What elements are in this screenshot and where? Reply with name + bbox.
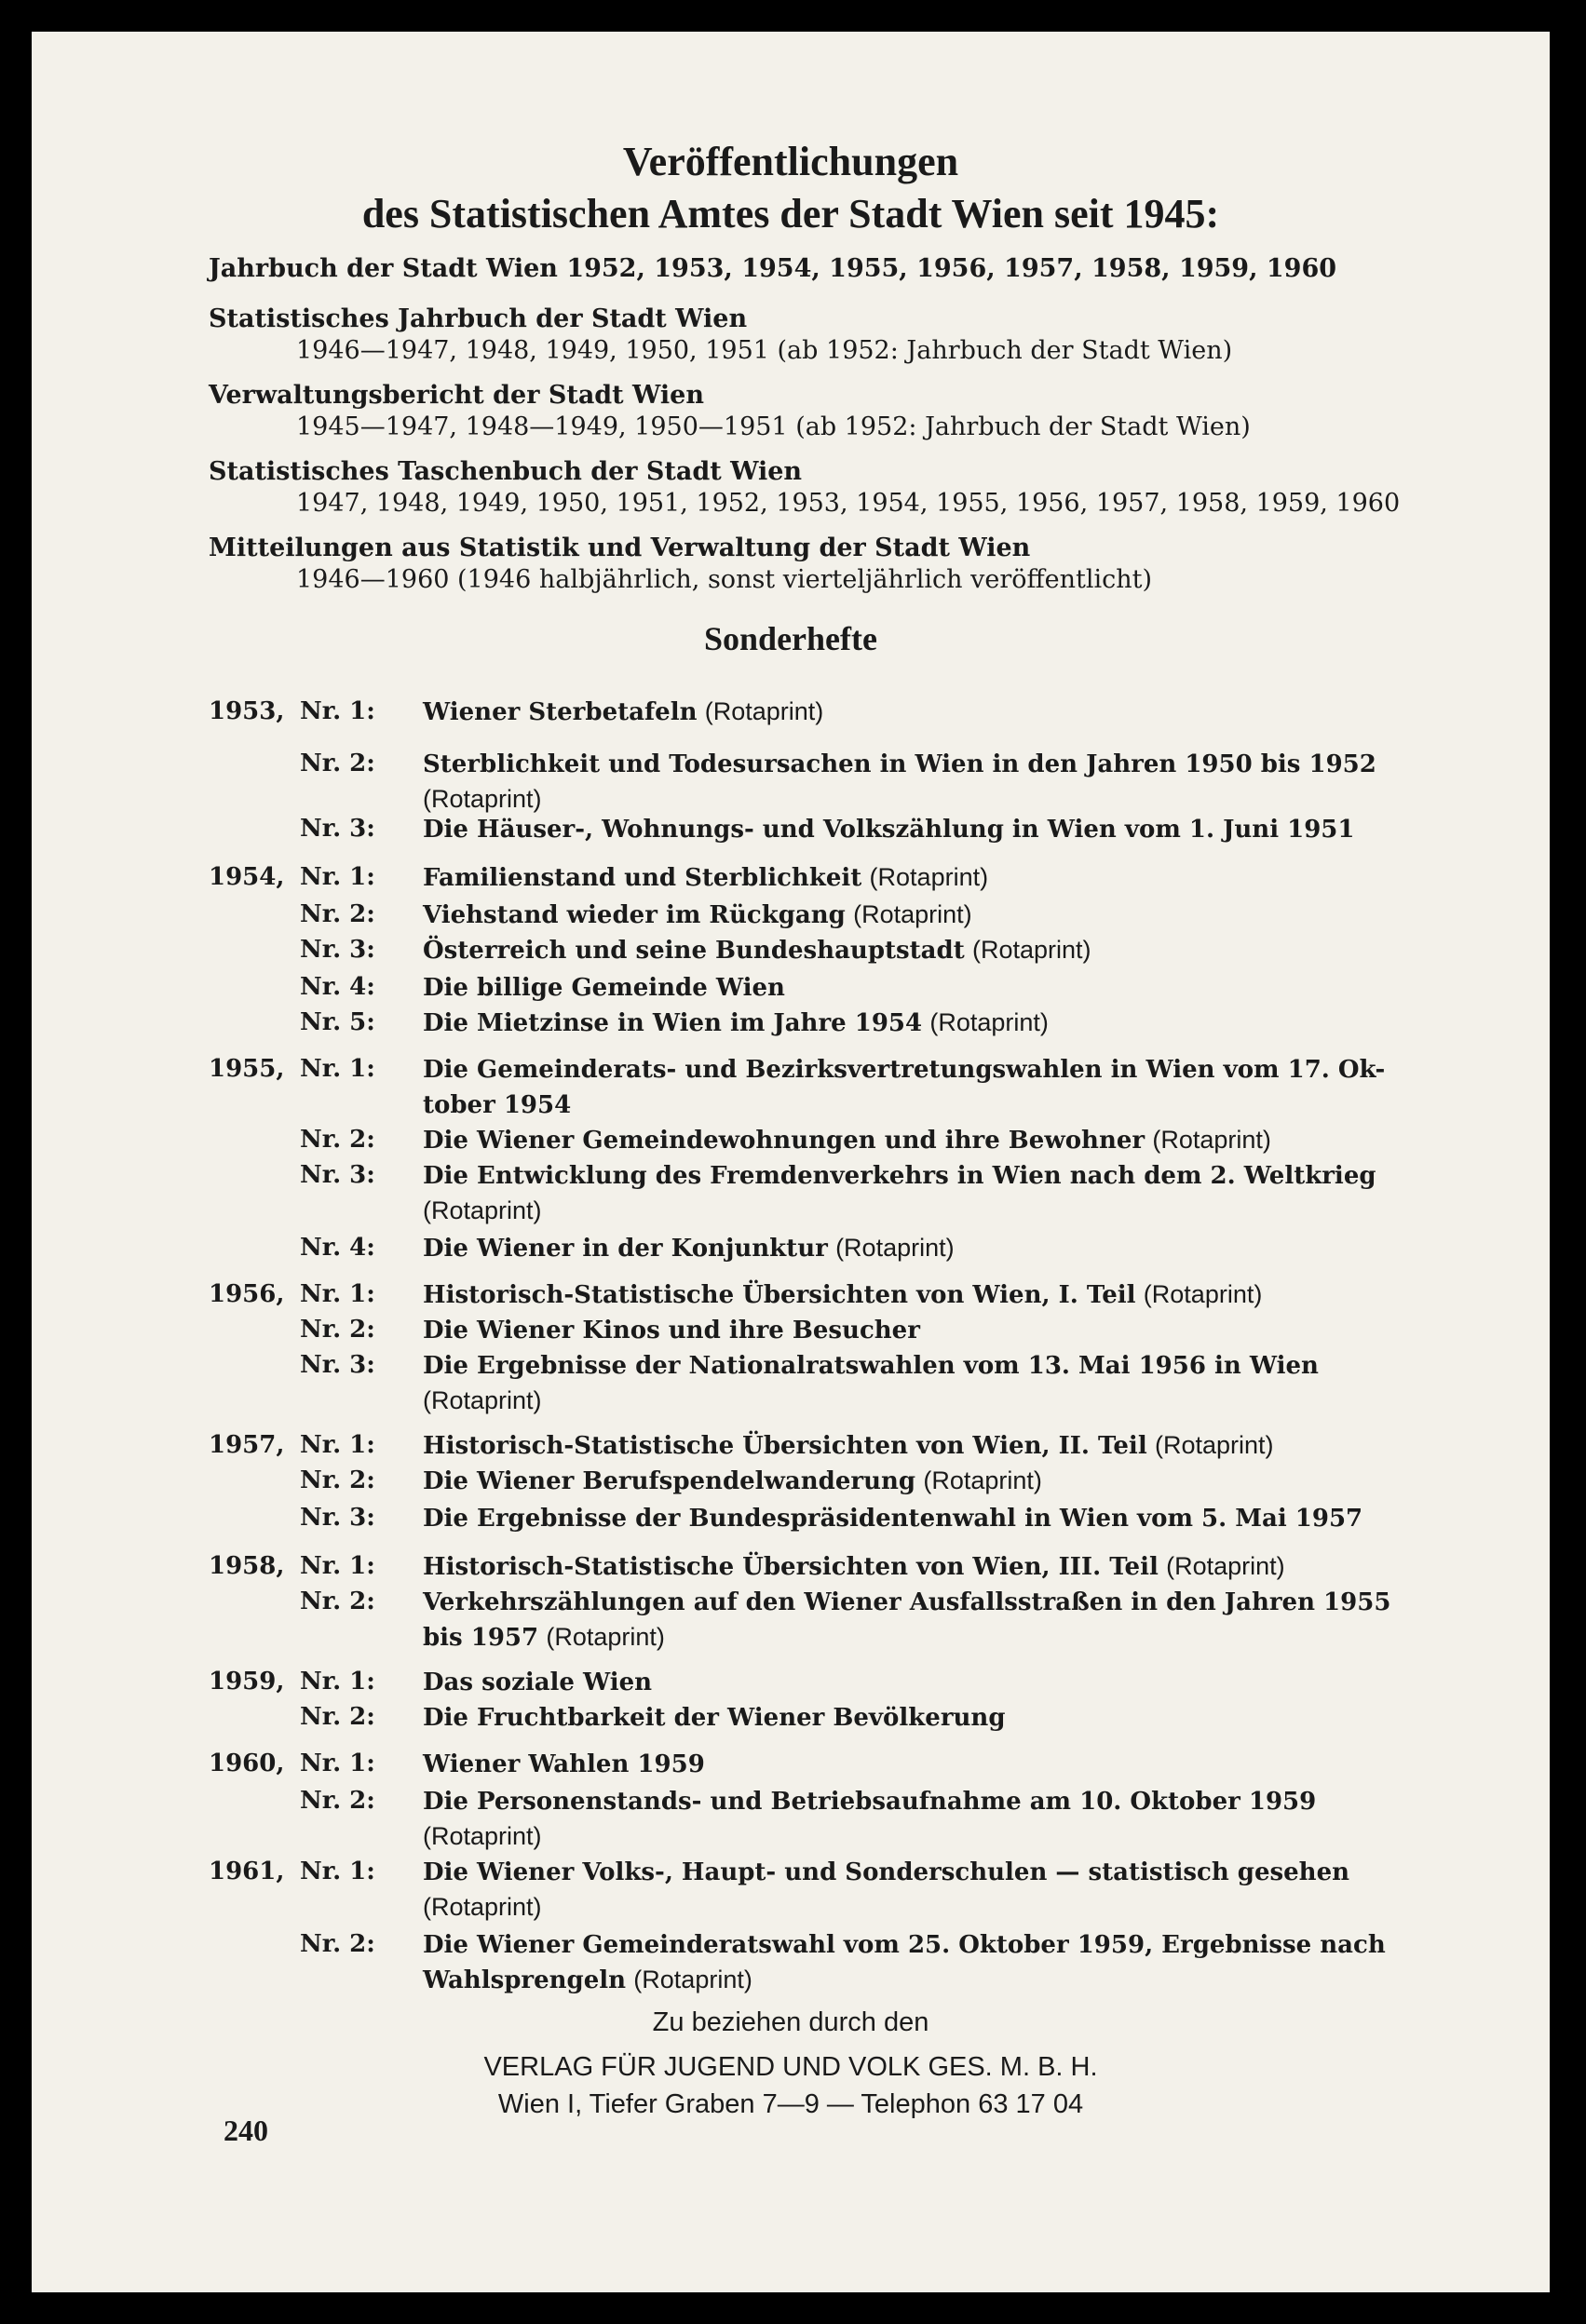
entry-number: Nr. 1: bbox=[300, 1280, 375, 1308]
entry-number: Nr. 2: bbox=[300, 1466, 375, 1494]
entry-number: Nr. 5: bbox=[300, 1008, 375, 1036]
entry-note: (Rotaprint) bbox=[923, 1466, 1042, 1494]
entry-number: Nr. 4: bbox=[300, 1234, 375, 1262]
entry-title bbox=[423, 810, 1522, 848]
entry-title bbox=[423, 1925, 1522, 1964]
entry-note: (Rotaprint) bbox=[1166, 1552, 1285, 1580]
entry-year: 1961, bbox=[209, 1858, 285, 1885]
entry-number: Nr. 1: bbox=[300, 1858, 375, 1885]
publication-detail: 1946—1947, 1948, 1949, 1950, 1951 (ab 1952: Jahrbuch der Stadt Wien) bbox=[296, 336, 1233, 365]
entry-title-text: Die Wiener Kinos und ihre Besucher bbox=[423, 1317, 920, 1344]
publication-item bbox=[209, 253, 1494, 285]
page bbox=[32, 32, 1550, 2292]
entry-number: Nr. 2: bbox=[300, 1316, 375, 1344]
entry-continuation-note: (Rotaprint) bbox=[633, 1966, 752, 1993]
entry-title bbox=[423, 1229, 1522, 1267]
entry-title-text: Sterblichkeit und Todesursachen in Wien in den Jahren 1950 bis 1952 bbox=[423, 750, 1376, 778]
entry-title-text: Historisch-Statistische Übersichten von Wien, II. Teil bbox=[423, 1432, 1147, 1460]
publication-item bbox=[209, 304, 1494, 367]
entry-number: Nr. 4: bbox=[300, 973, 375, 1001]
entry-title bbox=[423, 1311, 1522, 1349]
entry-title bbox=[423, 1050, 1522, 1088]
entry-continuation-note: (Rotaprint) bbox=[423, 785, 542, 813]
entry-continuation-note: (Rotaprint) bbox=[423, 1822, 542, 1850]
entry-continuation bbox=[423, 1961, 1522, 1999]
entry-note: (Rotaprint) bbox=[971, 936, 1091, 964]
entry-title bbox=[423, 1663, 1522, 1701]
entry-title-text: Wiener Wahlen 1959 bbox=[423, 1750, 705, 1778]
entry-title bbox=[423, 693, 1522, 731]
entry-year: 1954, bbox=[209, 863, 285, 891]
entry-number: Nr. 3: bbox=[300, 1161, 375, 1189]
entry-number: Nr. 2: bbox=[300, 1930, 375, 1958]
entry-note: (Rotaprint) bbox=[1152, 1126, 1271, 1154]
entry-title bbox=[423, 1583, 1522, 1621]
entry-continuation-note: (Rotaprint) bbox=[423, 1196, 542, 1224]
entry-title bbox=[423, 1745, 1522, 1783]
page-number: 240 bbox=[224, 2114, 268, 2147]
entry-number: Nr. 1: bbox=[300, 863, 375, 891]
publication-title: Jahrbuch der Stadt Wien 1952, 1953, 1954, 1955, 1956, 1957, 1958, 1959, 1960 bbox=[209, 254, 1337, 283]
entry-note: (Rotaprint) bbox=[835, 1234, 955, 1262]
entry-title-text: Die Fruchtbarkeit der Wiener Bevölkerung bbox=[423, 1704, 1006, 1732]
entry-title-text: Historisch-Statistische Übersichten von Wien, III. Teil bbox=[423, 1553, 1159, 1581]
entry-number: Nr. 3: bbox=[300, 815, 375, 843]
entry-number: Nr. 3: bbox=[300, 1504, 375, 1532]
entry-title-text: Viehstand wieder im Rückgang bbox=[423, 901, 846, 929]
entry-continuation bbox=[423, 1086, 1522, 1124]
entry-continuation bbox=[423, 1618, 1522, 1656]
entry-title bbox=[423, 1853, 1522, 1891]
entry-number: Nr. 2: bbox=[300, 1588, 375, 1615]
entry-title-text: Die Entwicklung des Fremdenverkehrs in Wien nach dem 2. Weltkrieg bbox=[423, 1162, 1376, 1190]
entry-year: 1958, bbox=[209, 1552, 285, 1580]
entry-number: Nr. 1: bbox=[300, 1055, 375, 1083]
entry-title bbox=[423, 1547, 1522, 1586]
entry-continuation-note: (Rotaprint) bbox=[423, 1386, 542, 1414]
footer-line-1: Zu beziehen durch den bbox=[652, 2007, 929, 2037]
entry-year: 1956, bbox=[209, 1280, 285, 1308]
entry-note: (Rotaprint) bbox=[1154, 1431, 1274, 1459]
entry-title bbox=[423, 1004, 1522, 1042]
entry-year: 1955, bbox=[209, 1055, 285, 1083]
entry-title bbox=[423, 1462, 1522, 1500]
entry-title-text: Die billige Gemeinde Wien bbox=[423, 974, 785, 1002]
entry-title-text: Die Wiener Volks-, Haupt- und Sonderschulen — statistisch gesehen bbox=[423, 1858, 1350, 1886]
entry-title bbox=[423, 1156, 1522, 1195]
footer-address: Wien I, Tiefer Graben 7—9 — Telephon 63 17 04 bbox=[497, 2089, 1084, 2119]
entry-continuation bbox=[423, 1817, 1522, 1856]
entry-title bbox=[423, 1346, 1522, 1385]
entry-number: Nr. 2: bbox=[300, 750, 375, 777]
publication-detail: 1946—1960 (1946 halbjährlich, sonst vierteljährlich veröffentlicht) bbox=[296, 565, 1153, 594]
entry-title-text: Die Ergebnisse der Nationalratswahlen vom 13. Mai 1956 in Wien bbox=[423, 1352, 1319, 1380]
entry-year: 1959, bbox=[209, 1668, 285, 1696]
publication-title: Statistisches Taschenbuch der Stadt Wien bbox=[209, 457, 803, 486]
entry-number: Nr. 2: bbox=[300, 1126, 375, 1154]
entry-continuation-text: tober 1954 bbox=[423, 1091, 572, 1119]
entry-title-text: Österreich und seine Bundeshauptstadt bbox=[423, 937, 965, 965]
entry-continuation bbox=[423, 1888, 1522, 1926]
entry-title bbox=[423, 1426, 1522, 1465]
entry-title-text: Die Mietzinse in Wien im Jahre 1954 bbox=[423, 1009, 923, 1037]
entry-continuation-text: bis 1957 bbox=[423, 1624, 539, 1652]
entry-number: Nr. 1: bbox=[300, 1552, 375, 1580]
entry-year: 1960, bbox=[209, 1750, 285, 1777]
entry-title-text: Die Personenstands- und Betriebsaufnahme am 10. Oktober 1959 bbox=[423, 1788, 1317, 1816]
entry-title-text: Die Wiener Berufspendelwanderung bbox=[423, 1467, 916, 1495]
entry-note: (Rotaprint) bbox=[853, 900, 972, 928]
heading-line-1: Veröffentlichungen bbox=[622, 139, 959, 184]
entry-note: (Rotaprint) bbox=[704, 697, 824, 725]
entry-title bbox=[423, 896, 1522, 934]
entry-number: Nr. 1: bbox=[300, 1750, 375, 1777]
entry-year: 1953, bbox=[209, 697, 285, 725]
publication-item bbox=[209, 456, 1494, 520]
entry-title bbox=[423, 858, 1522, 897]
entry-title bbox=[423, 1782, 1522, 1820]
entry-title-text: Familienstand und Sterblichkeit bbox=[423, 864, 862, 892]
entry-number: Nr. 2: bbox=[300, 1787, 375, 1815]
entry-note: (Rotaprint) bbox=[1143, 1280, 1263, 1308]
entry-number: Nr. 3: bbox=[300, 936, 375, 964]
publication-item bbox=[209, 380, 1494, 443]
footer-publisher: VERLAG FÜR JUGEND UND VOLK GES. M. B. H. bbox=[483, 2052, 1098, 2082]
entry-number: Nr. 2: bbox=[300, 1703, 375, 1731]
entry-title bbox=[423, 745, 1522, 783]
entry-title bbox=[423, 1499, 1522, 1537]
publication-detail: 1945—1947, 1948—1949, 1950—1951 (ab 1952: Jahrbuch der Stadt Wien) bbox=[296, 412, 1251, 441]
entry-title bbox=[423, 1698, 1522, 1736]
entry-title-text: Die Ergebnisse der Bundespräsidentenwahl in Wien vom 5. Mai 1957 bbox=[423, 1505, 1363, 1533]
publication-title: Statistisches Jahrbuch der Stadt Wien bbox=[209, 304, 748, 333]
entry-title-text: Die Wiener Gemeindewohnungen und ihre Bewohner bbox=[423, 1127, 1145, 1155]
entry-number: Nr. 1: bbox=[300, 1668, 375, 1696]
entry-number: Nr. 1: bbox=[300, 697, 375, 725]
entry-title bbox=[423, 1276, 1522, 1314]
entry-number: Nr. 1: bbox=[300, 1431, 375, 1459]
entry-continuation-note: (Rotaprint) bbox=[423, 1893, 542, 1921]
publication-detail: 1947, 1948, 1949, 1950, 1951, 1952, 1953, 1954, 1955, 1956, 1957, 1958, 1959, 1960 bbox=[296, 489, 1401, 518]
entry-title-text: Die Häuser-, Wohnungs- und Volkszählung in Wien vom 1. Juni 1951 bbox=[423, 816, 1355, 844]
entry-note: (Rotaprint) bbox=[869, 863, 989, 891]
entry-continuation bbox=[423, 1382, 1522, 1420]
entry-continuation-note: (Rotaprint) bbox=[546, 1623, 665, 1651]
publication-title: Mitteilungen aus Statistik und Verwaltung der Stadt Wien bbox=[209, 534, 1031, 562]
publication-title: Verwaltungsbericht der Stadt Wien bbox=[209, 381, 704, 410]
publication-item bbox=[209, 533, 1494, 596]
entry-title-text: Die Wiener Gemeinderatswahl vom 25. Oktober 1959, Ergebnisse nach bbox=[423, 1931, 1386, 1959]
heading-line-2: des Statistischen Amtes der Stadt Wien seit 1945: bbox=[361, 191, 1220, 236]
entry-title bbox=[423, 931, 1522, 969]
entry-number: Nr. 3: bbox=[300, 1351, 375, 1379]
entry-number: Nr. 2: bbox=[300, 900, 375, 928]
entry-continuation bbox=[423, 1192, 1522, 1230]
entry-title-text: Das soziale Wien bbox=[423, 1669, 653, 1696]
entry-title bbox=[423, 1121, 1522, 1159]
entry-year: 1957, bbox=[209, 1431, 285, 1459]
entry-title-text: Die Wiener in der Konjunktur bbox=[423, 1235, 828, 1263]
entry-title-text: Die Gemeinderats- und Bezirksvertretungswahlen in Wien vom 17. Ok- bbox=[423, 1056, 1386, 1084]
entry-continuation-text: Wahlsprengeln bbox=[423, 1966, 627, 1994]
entry-title-text: Verkehrszählungen auf den Wiener Ausfallsstraßen in den Jahren 1955 bbox=[423, 1588, 1391, 1616]
entry-note: (Rotaprint) bbox=[929, 1008, 1049, 1036]
entry-title bbox=[423, 968, 1522, 1007]
entry-title-text: Historisch-Statistische Übersichten von Wien, I. Teil bbox=[423, 1281, 1136, 1309]
entry-title-text: Wiener Sterbetafeln bbox=[423, 698, 698, 726]
section-title: Sonderhefte bbox=[704, 620, 877, 657]
